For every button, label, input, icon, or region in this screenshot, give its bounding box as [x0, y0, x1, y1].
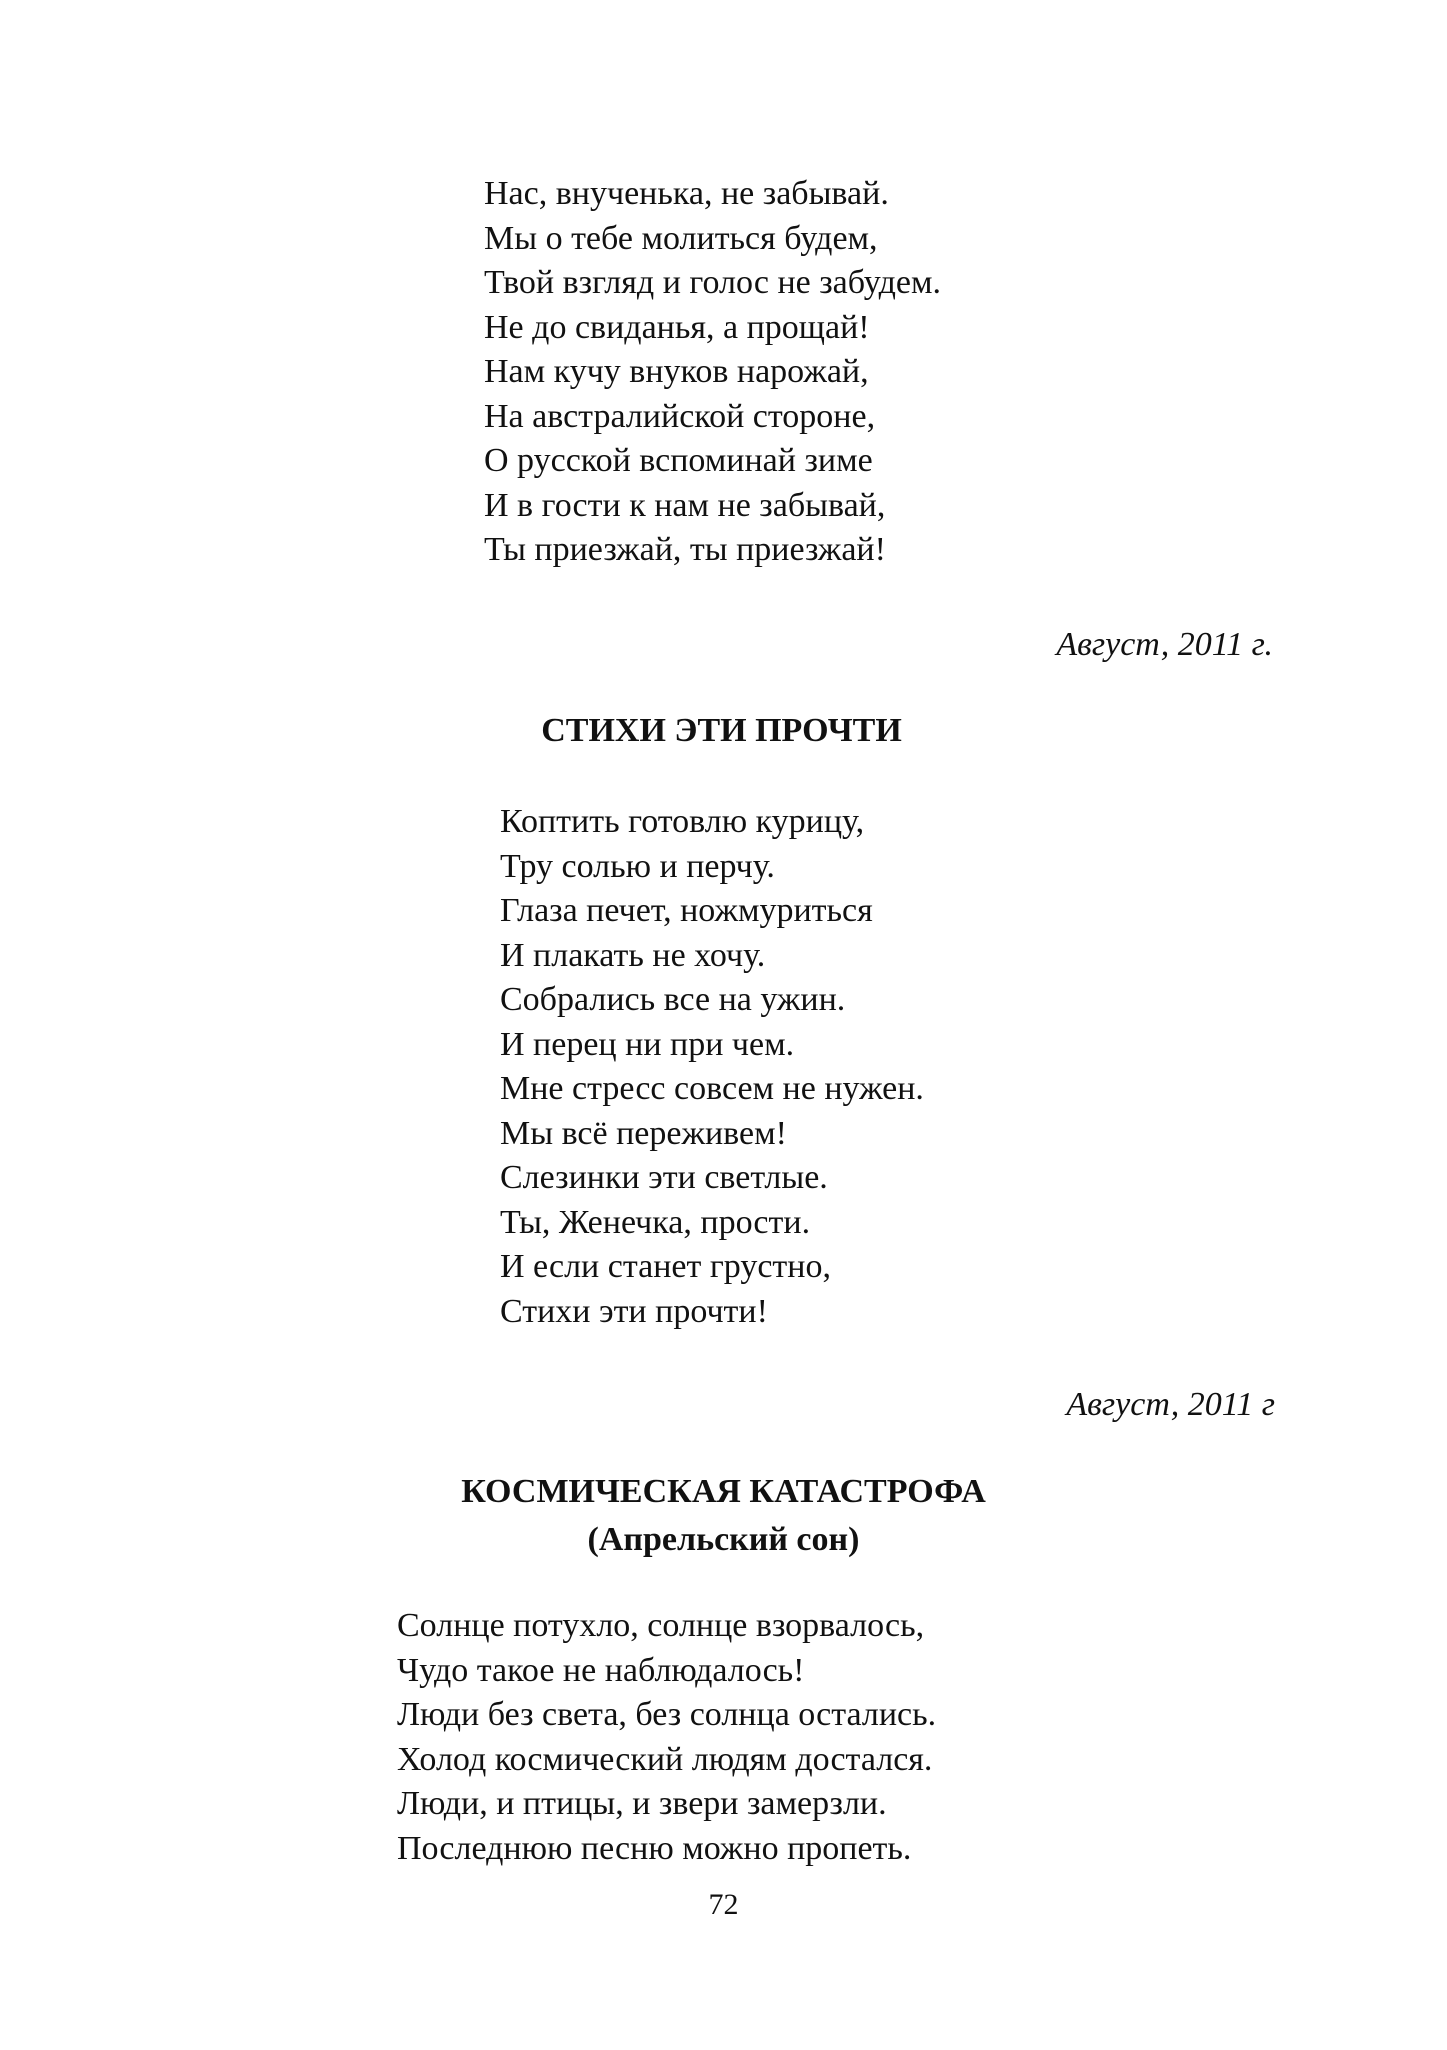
poem-line: Солнце потухло, солнце взорвалось, [397, 1607, 925, 1644]
poem-date: Август, 2011 г [1066, 1386, 1275, 1423]
poem-stanza-a [484, 172, 941, 573]
poem-line: И если станет грустно, [500, 1248, 831, 1285]
poem-line: Люди без света, без солнца остались. [397, 1696, 937, 1733]
poem-line: Ты приезжай, ты приезжай! [484, 531, 886, 568]
poem-line: Слезинки эти светлые. [500, 1159, 828, 1196]
poem-line: Нам кучу внуков нарожай, [484, 353, 869, 390]
poem-line: Не до свиданья, а прощай! [484, 308, 870, 346]
poem-line: Мы о тебе молиться будем, [484, 219, 878, 257]
poem-line: Последнюю песню можно пропеть. [397, 1829, 912, 1867]
page-number: 72 [708, 1888, 739, 1921]
poem-line: Твой взгляд и голос не забудем. [484, 264, 942, 301]
poem-line: И перец ни при чем. [500, 1025, 795, 1063]
poem-stanza-c [397, 1604, 936, 1871]
poem-line: На австралийской стороне, [484, 397, 876, 435]
poem-date: Август, 2011 г. [1056, 626, 1273, 663]
poem-line: Чудо такое не наблюдалось! [397, 1651, 805, 1689]
poem-line: Тру солью и перчу. [500, 847, 775, 885]
poem-title [0, 711, 1447, 751]
poem-line: И плакать не хочу. [500, 936, 766, 974]
poem-line: Мы всё переживем! [500, 1114, 787, 1152]
poem-line: Коптить готовлю курицу, [500, 803, 865, 840]
poem-line: О русской вспоминай зиме [484, 442, 873, 479]
poem-line: Нас, внученька, не забывай. [484, 175, 889, 212]
poem-line: Глаза печет, ножмуриться [500, 892, 873, 929]
poem-line: Собрались все на ужин. [500, 981, 846, 1018]
poem-line: Люди, и птицы, и звери замерзли. [397, 1785, 887, 1822]
poem-line: Стихи эти прочти! [500, 1292, 768, 1330]
poem-subtitle: (Апрельский сон) [587, 1521, 860, 1558]
poem-title: КОСМИЧЕСКАЯ КАТАСТРОФА [461, 1473, 986, 1510]
poem-line: Мне стресс совсем не нужен. [500, 1070, 924, 1107]
poem-line: Холод космический людям достался. [397, 1740, 933, 1778]
poem-line: Ты, Женечка, прости. [500, 1203, 811, 1241]
poem-line: И в гости к нам не забывай, [484, 486, 886, 524]
poem-stanza-b [500, 800, 924, 1334]
poem-title-text: СТИХИ ЭТИ ПРОЧТИ [541, 712, 902, 749]
